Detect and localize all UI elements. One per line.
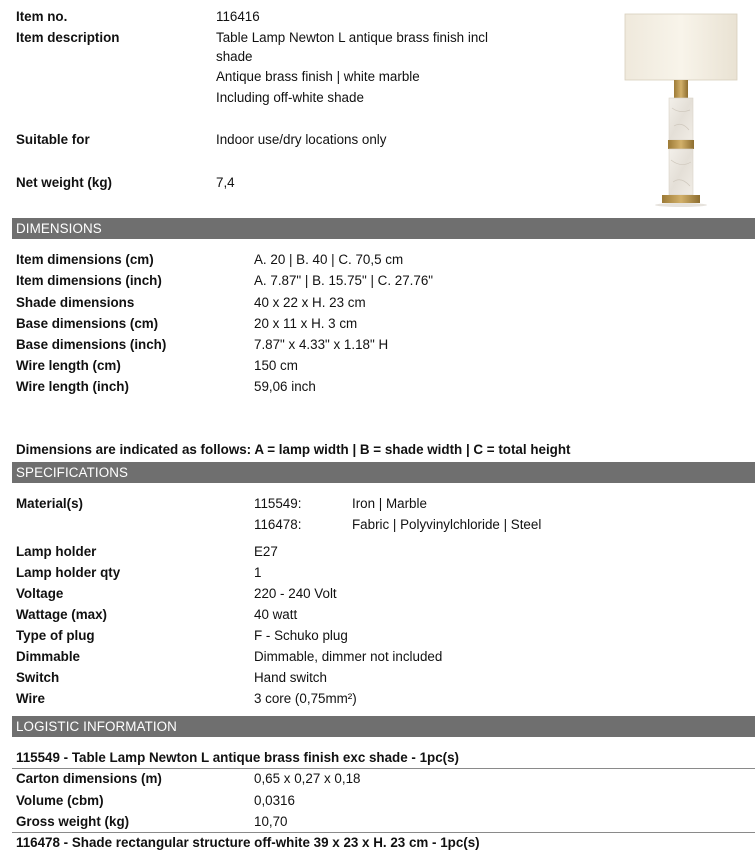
material-value: Iron | Marble [352, 496, 427, 511]
logistic-label: Volume (cbm) [16, 793, 104, 808]
row-divider [12, 768, 755, 769]
dimension-value: 59,06 inch [254, 379, 316, 394]
dimension-label: Base dimensions (cm) [16, 316, 159, 331]
spec-value: 40 watt [254, 607, 298, 622]
item-description-line: shade [216, 49, 253, 64]
dimension-value: 150 cm [254, 358, 298, 373]
item-description-line: Including off-white shade [216, 90, 364, 105]
spec-label: Wattage (max) [16, 607, 108, 622]
material-code: 116478: [254, 517, 302, 532]
net-weight-label: Net weight (kg) [16, 175, 112, 190]
suitable-for-label: Suitable for [16, 132, 90, 147]
dimension-value: A. 20 | B. 40 | C. 70,5 cm [254, 252, 404, 267]
dimension-label: Item dimensions (inch) [16, 273, 162, 288]
product-image-lamp [590, 0, 755, 215]
item-no-value: 116416 [216, 9, 260, 24]
dimension-label: Wire length (inch) [16, 379, 129, 394]
dimension-value: 40 x 22 x H. 23 cm [254, 295, 366, 310]
item-description-label: Item description [16, 30, 120, 45]
dimension-label: Item dimensions (cm) [16, 252, 154, 267]
dimension-value: 20 x 11 x H. 3 cm [254, 316, 358, 331]
spec-value: Hand switch [254, 670, 327, 685]
material-value: Fabric | Polyvinylchloride | Steel [352, 517, 542, 532]
spec-label: Switch [16, 670, 60, 685]
logistic-value: 0,0316 [254, 793, 295, 808]
spec-value: 1 [254, 565, 262, 580]
item-description-line: Antique brass finish | white marble [216, 69, 420, 84]
dimension-label: Shade dimensions [16, 295, 135, 310]
logistic-section-header: LOGISTIC INFORMATION [12, 716, 755, 737]
materials-label: Material(s) [16, 496, 83, 511]
row-divider [12, 832, 755, 833]
suitable-for-value: Indoor use/dry locations only [216, 132, 387, 147]
spec-value: 220 - 240 Volt [254, 586, 337, 601]
spec-label: Dimmable [16, 649, 80, 664]
spec-label: Voltage [16, 586, 64, 601]
net-weight-value: 7,4 [216, 175, 235, 190]
logistic-value: 10,70 [254, 814, 288, 829]
material-code: 115549: [254, 496, 302, 511]
spec-label: Lamp holder [16, 544, 97, 559]
spec-value: 3 core (0,75mm²) [254, 691, 357, 706]
spec-value: F - Schuko plug [254, 628, 348, 643]
dimension-value: A. 7.87" | B. 15.75" | C. 27.76" [254, 273, 434, 288]
dimension-label: Base dimensions (inch) [16, 337, 167, 352]
logistic-value: 0,65 x 0,27 x 0,18 [254, 771, 361, 786]
dimension-label: Wire length (cm) [16, 358, 121, 373]
spec-label: Wire [16, 691, 45, 706]
spec-label: Type of plug [16, 628, 95, 643]
logistic-item-heading: 116478 - Shade rectangular structure off-white 39 x 23 x H. 23 cm - 1pc(s) [16, 835, 480, 850]
dimensions-section-header: DIMENSIONS [12, 218, 755, 239]
logistic-label: Carton dimensions (m) [16, 771, 162, 786]
spec-label: Lamp holder qty [16, 565, 121, 580]
dimension-value: 7.87" x 4.33" x 1.18" H [254, 337, 389, 352]
dimensions-legend-note: Dimensions are indicated as follows: A = lamp width | B = shade width | C = total height [16, 442, 571, 457]
spec-value: E27 [254, 544, 278, 559]
logistic-label: Gross weight (kg) [16, 814, 130, 829]
item-description-line: Table Lamp Newton L antique brass finish incl [216, 30, 488, 45]
item-no-label: Item no. [16, 9, 68, 24]
specifications-section-header: SPECIFICATIONS [12, 462, 755, 483]
logistic-item-heading: 115549 - Table Lamp Newton L antique brass finish exc shade - 1pc(s) [16, 750, 460, 765]
spec-value: Dimmable, dimmer not included [254, 649, 443, 664]
